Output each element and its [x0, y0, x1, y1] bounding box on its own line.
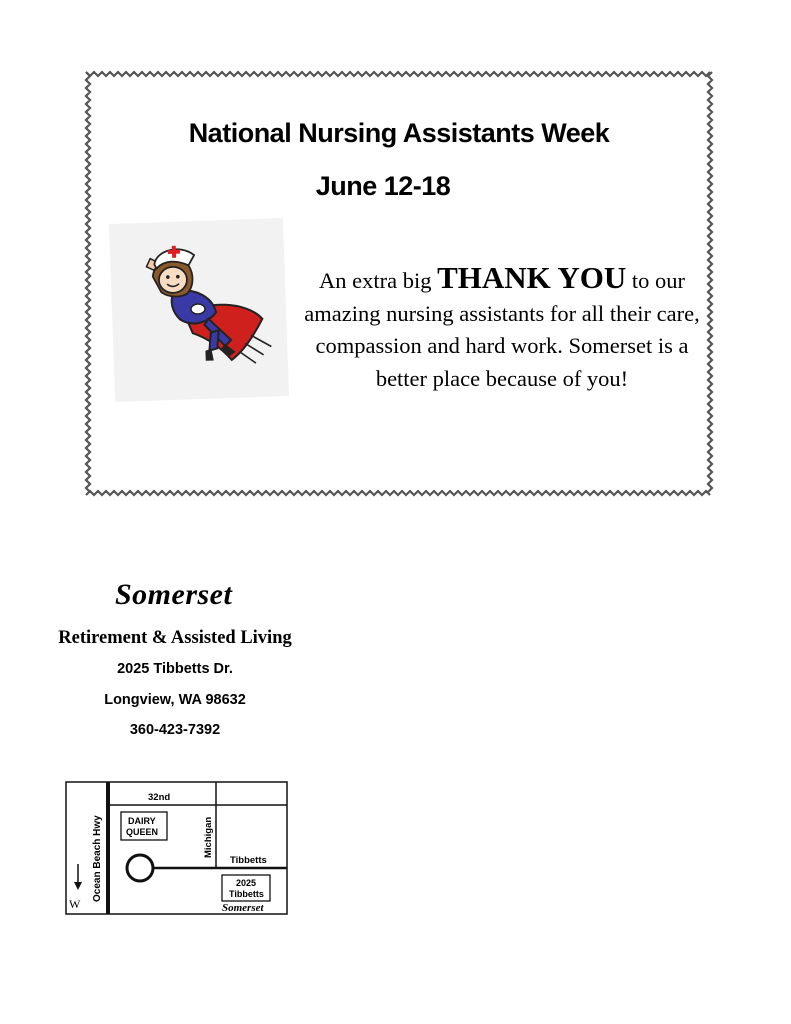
phone-number: 360-423-7392 — [129, 722, 221, 738]
thank-you-message: An extra big THANK YOU to our amazing nursing assistants for all their care, compassion and hard work. Somerset is a better place because of you! — [304, 260, 700, 391]
street-address: 2025 Tibbetts Dr. — [117, 661, 233, 677]
facility-logo-name: Somerset — [115, 578, 233, 611]
city-state-zip: Longview, WA 98632 — [104, 692, 246, 708]
superhero-nurse-icon — [109, 218, 289, 402]
road-michigan-label: Michigan — [203, 816, 214, 858]
facility-type: Retirement & Assisted Living — [58, 628, 292, 648]
destination-somerset-label: Somerset — [222, 902, 264, 914]
directions-map — [64, 780, 289, 916]
event-title: National Nursing Assistants Week — [188, 118, 610, 148]
landmark-dairy-queen-line1: DAIRY — [128, 816, 156, 826]
landmark-dairy-queen-line2: QUEEN — [126, 827, 159, 837]
event-dates: June 12-18 — [315, 171, 451, 201]
announcement-card — [80, 66, 718, 501]
road-ocean-beach-label: Ocean Beach Hwy — [92, 815, 103, 902]
destination-number: 2025 — [236, 878, 257, 888]
compass-west-label: W — [69, 897, 81, 911]
road-tibbetts-label: Tibbetts — [230, 855, 267, 866]
destination-street: Tibbetts — [229, 889, 264, 899]
thank-you-emphasis: THANK YOU — [437, 260, 627, 295]
road-32nd-label: 32nd — [148, 792, 171, 803]
